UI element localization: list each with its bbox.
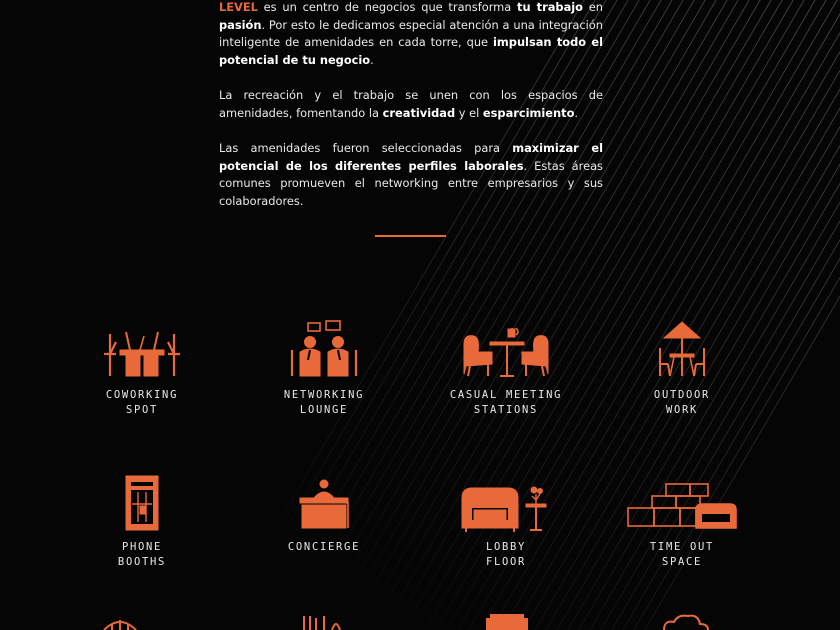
outdoor-work-icon <box>640 320 724 380</box>
casual-meeting-icon <box>456 320 556 380</box>
partial-cloud-icon <box>656 612 716 630</box>
intro-paragraph-1: LEVEL es un centro de negocios que transforma tu trabajo en pasión. Por esto le dedicamos especial atención a una integración inteligente de amenidades en cada torre, que impulsan todo el potencial de tu negocio. <box>219 0 604 67</box>
time-out-icon <box>622 474 742 532</box>
amenity-time-out: TIME OUT SPACE <box>602 474 762 570</box>
networking-icon <box>282 320 366 380</box>
concierge-icon <box>282 474 366 532</box>
brand-name: LEVEL <box>219 0 258 14</box>
amenity-lobby-floor: LOBBY FLOOR <box>426 474 586 570</box>
amenity-casual-meeting: CASUAL MEETING STATIONS <box>426 320 586 418</box>
amenity-concierge: CONCIERGE <box>244 474 404 555</box>
phone-booth-icon <box>100 474 184 532</box>
intro-text <box>219 0 603 228</box>
amenity-networking: NETWORKING LOUNGE <box>244 320 404 418</box>
intro-paragraph-2: La recreación y el trabajo se unen con los espacios de amenidades, fomentando la creatividad y el esparcimiento. <box>219 88 603 120</box>
amenity-outdoor-work: OUTDOOR WORK <box>602 320 762 418</box>
coworking-icon <box>100 320 184 380</box>
partial-utensils-icon <box>300 614 350 630</box>
amenity-coworking: COWORKING SPOT <box>62 320 222 418</box>
amenity-phone-booths: PHONE BOOTHS <box>62 474 222 570</box>
partial-fridge-icon <box>482 614 532 630</box>
intro-paragraph-3: Las amenidades fueron seleccionadas para maximizar el potencial de los diferentes perfiles laborales. Estas áreas comunes promueven el networking entre empresarios y sus colaboradores. <box>219 141 603 208</box>
partial-bridge-icon <box>100 612 160 630</box>
section-divider <box>375 235 446 237</box>
lobby-sofa-icon <box>456 474 556 532</box>
